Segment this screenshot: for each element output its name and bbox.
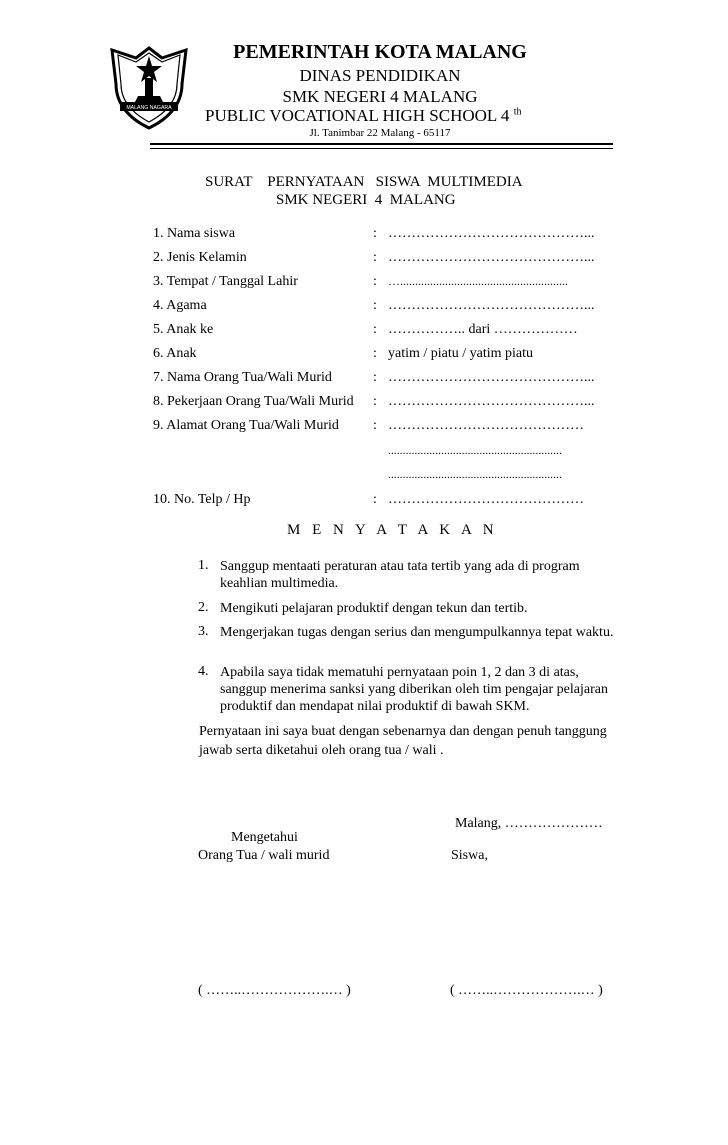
field-label-alamat-orang-tua: 9. Alamat Orang Tua/Wali Murid [153, 418, 339, 433]
statement-number: 3. [198, 624, 209, 639]
statement-text: Mengerjakan tugas dengan serius dan mengumpulkannya tepat waktu. [220, 625, 614, 640]
field-label-agama: 4. Agama [153, 298, 207, 313]
statement-text: Mengikuti pelajaran produktif dengan tekun dan tertib. [220, 601, 528, 616]
field-colon: : [373, 226, 377, 241]
address-continuation-line[interactable]: ........................................................... [388, 445, 563, 457]
field-colon: : [373, 250, 377, 265]
field-value-alamat-orang-tua[interactable]: …………………………………… [388, 418, 584, 433]
field-label-nama-siswa: 1. Nama siswa [153, 226, 236, 241]
field-value-anak-ke[interactable]: …………….. dari ……………… [388, 322, 578, 337]
address-continuation-line[interactable]: ........................................................... [388, 469, 563, 481]
field-colon: : [373, 346, 377, 361]
field-colon: : [373, 370, 377, 385]
field-value-tempat-tanggal-lahir[interactable]: …........................................................ [388, 274, 568, 288]
field-label-pekerjaan-orang-tua: 8. Pekerjaan Orang Tua/Wali Murid [153, 394, 354, 409]
field-label-nama-orang-tua: 7. Nama Orang Tua/Wali Murid [153, 370, 332, 385]
field-colon: : [373, 394, 377, 409]
place-date[interactable]: Malang, ………………… [455, 816, 603, 831]
student-signature-label: Siswa, [451, 848, 488, 863]
field-value-pekerjaan-orang-tua[interactable]: ……………………………………... [388, 394, 595, 409]
field-colon: : [373, 298, 377, 313]
field-label-anak: 6. Anak [153, 346, 197, 361]
letterhead-rule-thin [150, 148, 613, 149]
field-value-no-telp[interactable]: …………………………………… [388, 492, 584, 507]
field-label-jenis-kelamin: 2. Jenis Kelamin [153, 250, 247, 265]
closing-paragraph: Pernyataan ini saya buat dengan sebenarnya dan dengan penuh tanggung jawab serta diketahui oleh orang tua / wali . [199, 724, 607, 758]
field-label-no-telp: 10. No. Telp / Hp [153, 492, 251, 507]
statement-number: 2. [198, 600, 209, 615]
field-value-nama-siswa[interactable]: ……………………………………... [388, 226, 595, 241]
statement-text: Sanggup mentaati peraturan atau tata tertib yang ada di program keahlian multimedia. [220, 559, 580, 591]
field-value-nama-orang-tua[interactable]: ……………………………………... [388, 370, 595, 385]
logo-text: MALANG NAGARA [126, 105, 172, 111]
acknowledged-label: Mengetahui [231, 830, 298, 845]
student-signature-line[interactable]: ( ……..……………….… ) [450, 983, 603, 998]
field-value-agama[interactable]: ……………………………………... [388, 298, 595, 313]
school-english-heading [205, 106, 521, 126]
field-value-anak[interactable]: yatim / piatu / yatim piatu [388, 346, 534, 361]
field-colon: : [373, 274, 377, 289]
department-heading: DINAS PENDIDIKAN [299, 66, 461, 85]
field-label-anak-ke: 5. Anak ke [153, 322, 214, 337]
field-label-tempat-tanggal-lahir: 3. Tempat / Tanggal Lahir [153, 274, 298, 289]
letterhead-rule-thick [150, 143, 613, 145]
field-colon: : [373, 322, 377, 337]
field-colon: : [373, 418, 377, 433]
statement-number: 4. [198, 664, 209, 679]
document-title: SURAT PERNYATAAN SISWA MULTIMEDIA [205, 174, 523, 190]
school-heading: SMK NEGERI 4 MALANG [282, 87, 478, 106]
parent-signature-label: Orang Tua / wali murid [198, 848, 330, 863]
field-value-jenis-kelamin[interactable]: ……………………………………... [388, 250, 595, 265]
document-subtitle: SMK NEGERI 4 MALANG [276, 192, 456, 208]
school-english-text: PUBLIC VOCATIONAL HIGH SCHOOL 4 [205, 106, 510, 125]
statement-text: Apabila saya tidak mematuhi pernyataan poin 1, 2 dan 3 di atas, sanggup menerima sanksi yang diberikan oleh tim pengajar pelajaran produktif dan mendapat nilai produktif di bawah SKM. [220, 665, 608, 714]
school-english-suffix: th [513, 106, 522, 118]
field-colon: : [373, 492, 377, 507]
parent-signature-line[interactable]: ( ……..……………….… ) [198, 983, 351, 998]
school-address: Jl. Tanimbar 22 Malang - 65117 [309, 127, 451, 139]
statement-number: 1. [198, 558, 209, 573]
government-heading: PEMERINTAH KOTA MALANG [233, 41, 527, 63]
menyatakan-heading: M E N Y A T A K A N [287, 522, 498, 538]
